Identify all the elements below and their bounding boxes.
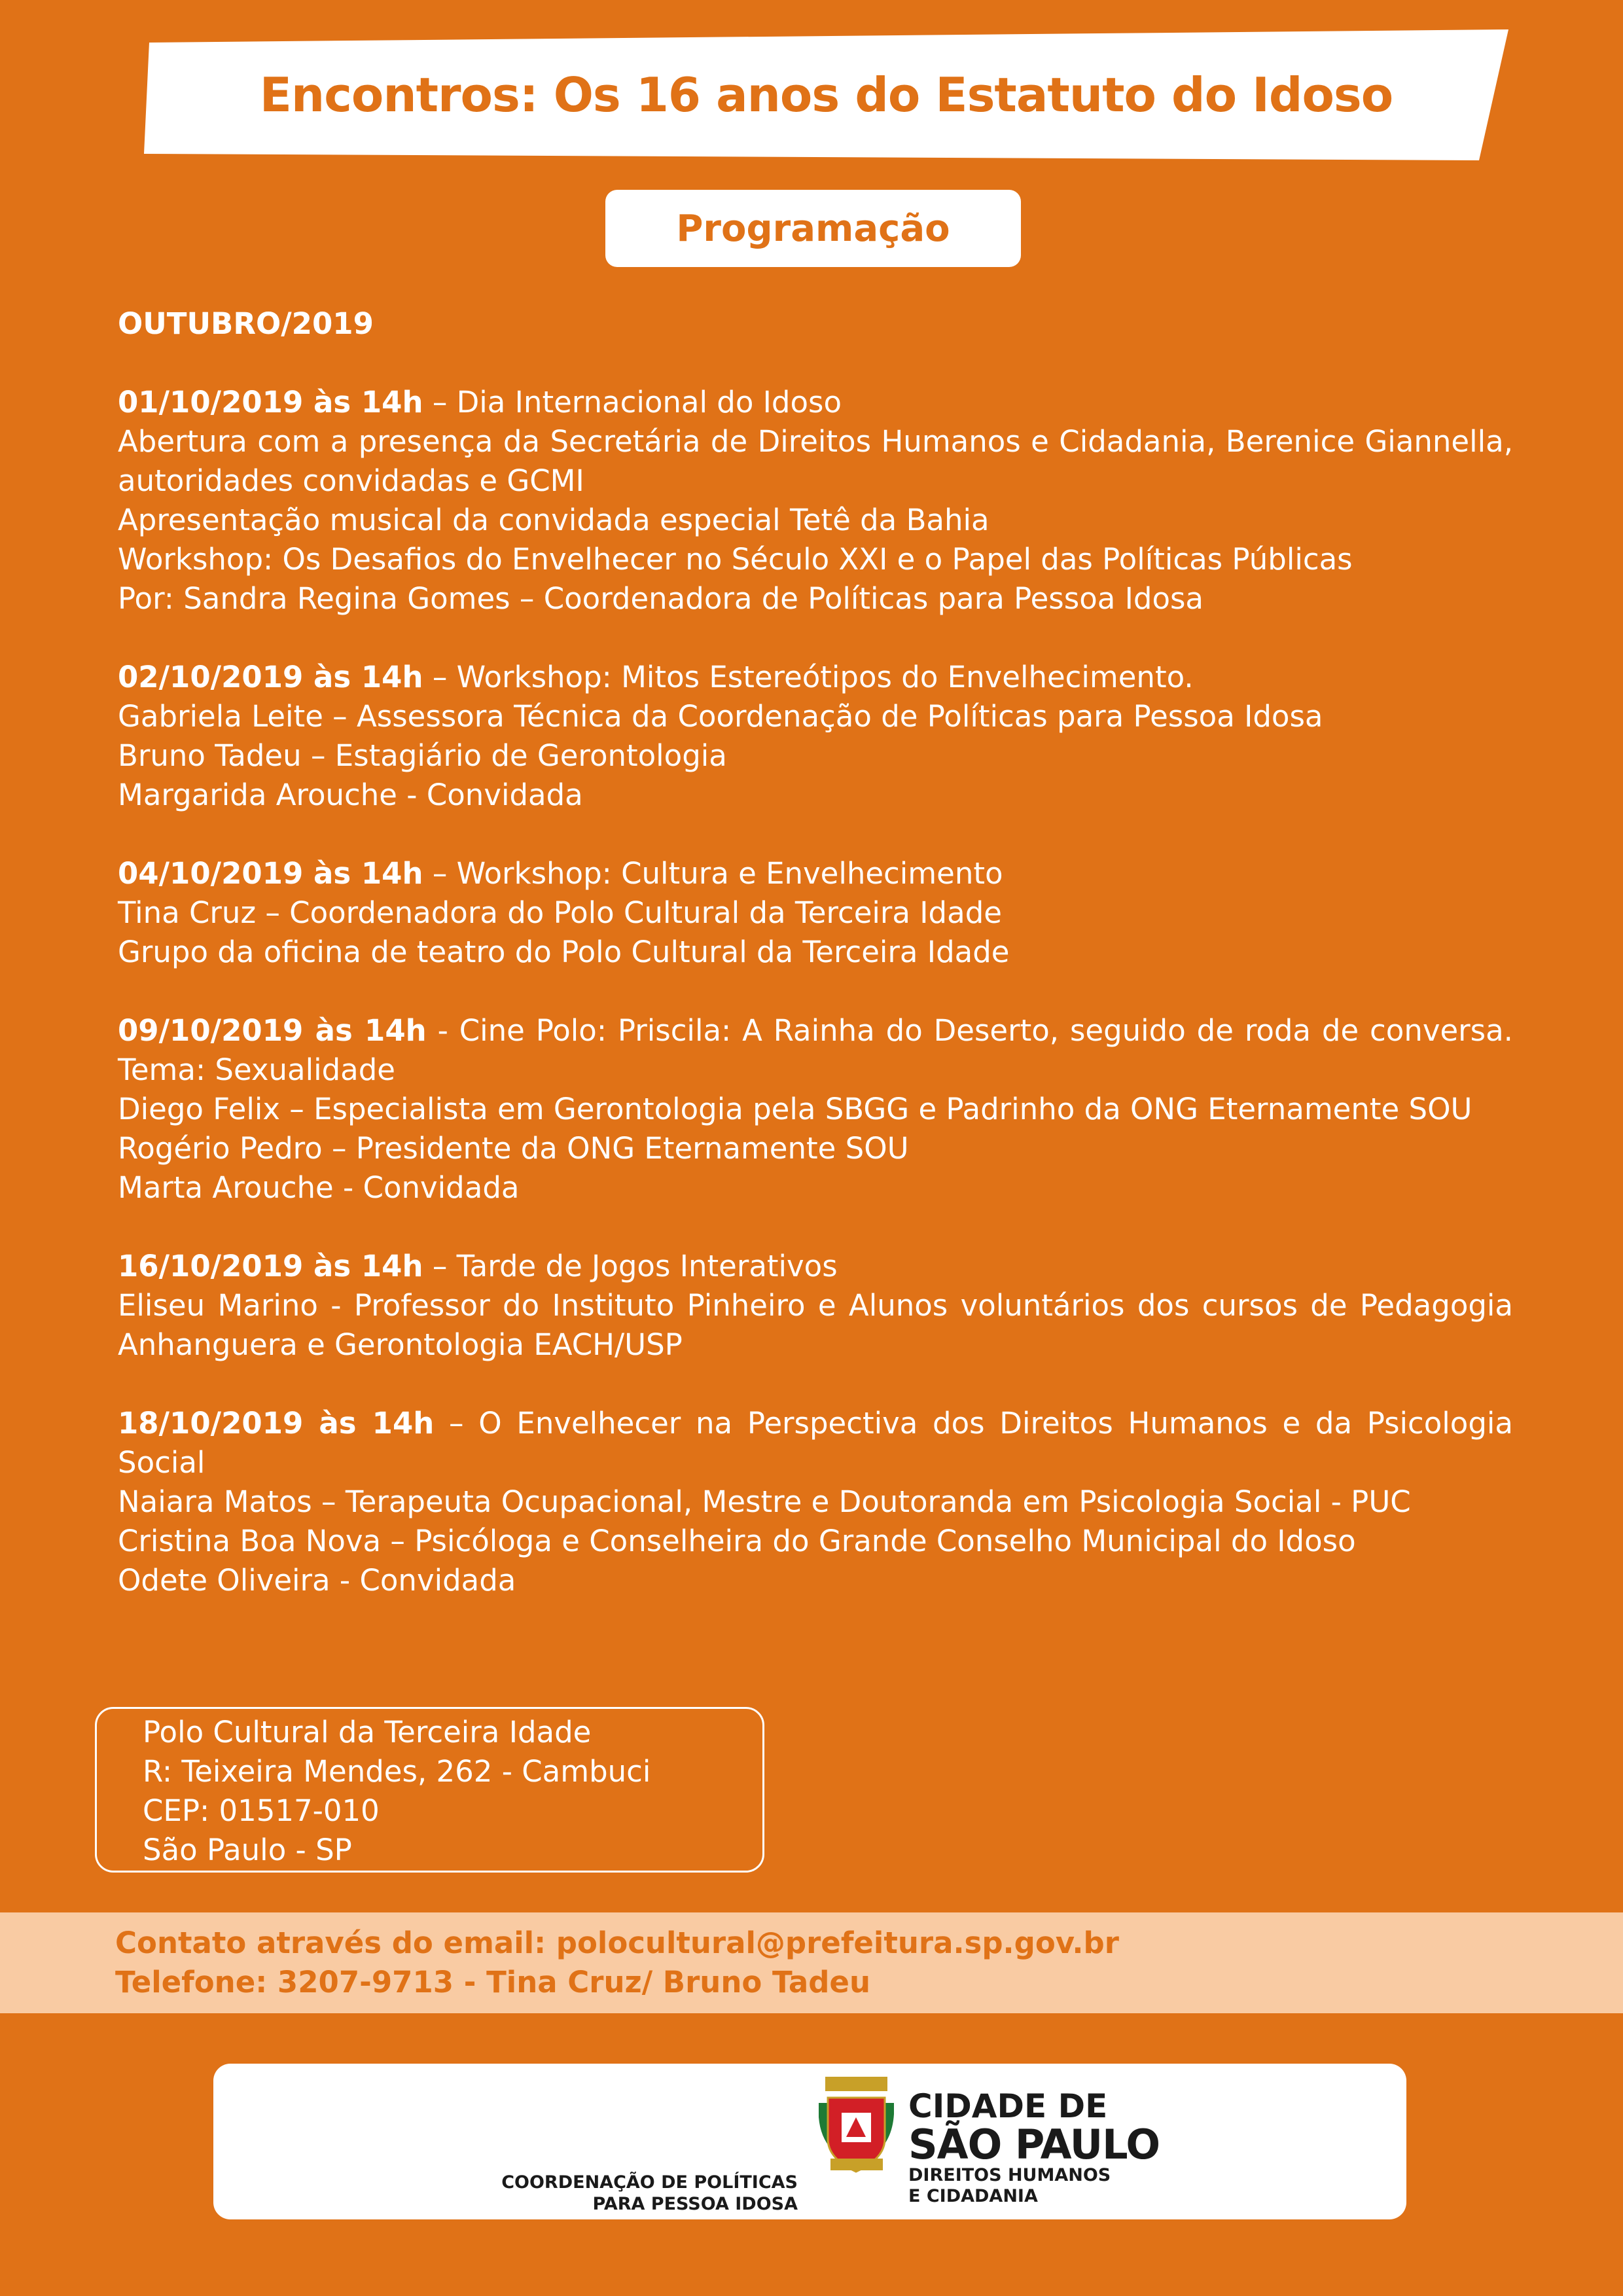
event-date: 16/10/2019 às 14h [118, 1249, 423, 1283]
address-line: Polo Cultural da Terceira Idade [143, 1715, 592, 1749]
event-item [118, 1404, 1513, 1600]
event-line: Odete Oliveira - Convidada [118, 1563, 516, 1598]
event-item [118, 658, 1513, 815]
city-line: SÃO PAULO [908, 2121, 1160, 2168]
event-line: Workshop: Os Desafios do Envelhecer no Século XXI e o Papel das Políticas Públicas [118, 542, 1353, 577]
event-line: Naiara Matos – Terapeuta Ocupacional, Mestre e Doutoranda em Psicologia Social - PUC [118, 1484, 1411, 1519]
event-line: Por: Sandra Regina Gomes – Coordenadora de Políticas para Pessoa Idosa [118, 581, 1204, 616]
coordination-line: COORDENAÇÃO DE POLÍTICAS [501, 2172, 798, 2193]
event-heading [118, 383, 1513, 422]
event-line: Eliseu Marino - Professor do Instituto Pinheiro e Alunos voluntários dos cursos de Pedagogia Anhanguera e Gerontologia EACH/USP [118, 1288, 1513, 1362]
event-line: Bruno Tadeu – Estagiário de Gerontologia [118, 738, 727, 773]
event-line: Margarida Arouche - Convidada [118, 778, 583, 812]
event-line: Tina Cruz – Coordenadora do Polo Cultural da Terceira Idade [118, 895, 1002, 930]
contact-email: Contato através do email: polocultural@prefeitura.sp.gov.br [115, 1926, 1119, 1960]
event-date: 01/10/2019 às 14h [118, 385, 423, 420]
event-date: 02/10/2019 às 14h [118, 660, 423, 694]
address-line: CEP: 01517-010 [143, 1793, 380, 1828]
event-date: 18/10/2019 às 14h [118, 1406, 435, 1441]
department-line: E CIDADANIA [908, 2186, 1038, 2206]
event-item [118, 854, 1513, 972]
contact-phone: Telefone: 3207-9713 - Tina Cruz/ Bruno Tadeu [115, 1965, 870, 2000]
city-logo-text [908, 2088, 1160, 2207]
event-title: – O Envelhecer na Perspectiva dos Direitos Humanos e da Psicologia Social [118, 1406, 1513, 1480]
event-title: – Workshop: Cultura e Envelhecimento [423, 856, 1003, 891]
event-line: Cristina Boa Nova – Psicóloga e Conselheira do Grande Conselho Municipal do Idoso [118, 1524, 1356, 1558]
event-title: – Tarde de Jogos Interativos [423, 1249, 838, 1283]
address-line: R: Teixeira Mendes, 262 - Cambuci [143, 1754, 651, 1789]
event-item [118, 1247, 1513, 1365]
city-line: CIDADE DE [908, 2087, 1108, 2125]
event-heading [118, 1247, 1513, 1286]
event-heading [118, 854, 1513, 893]
event-title: – Workshop: Mitos Estereótipos do Envelhecimento. [423, 660, 1194, 694]
page-title: Encontros: Os 16 anos do Estatuto do Idoso [259, 67, 1393, 122]
event-title: - Cine Polo: Priscila: A Rainha do Deserto, seguido de roda de conversa. Tema: Sexualidade [118, 1013, 1513, 1087]
event-line: Abertura com a presença da Secretária de Direitos Humanos e Cidadania, Berenice Giannella, autoridades convidadas e GCMI [118, 424, 1513, 498]
event-line: Diego Felix – Especialista em Gerontologia pela SBGG e Padrinho da ONG Eternamente SOU [118, 1092, 1472, 1126]
program-list [118, 304, 1513, 1640]
event-date: 09/10/2019 às 14h [118, 1013, 427, 1048]
event-item [118, 383, 1513, 619]
department-line: DIREITOS HUMANOS [908, 2165, 1111, 2185]
coordination-line: PARA PESSOA IDOSA [592, 2194, 798, 2214]
address-line: São Paulo - SP [143, 1833, 352, 1867]
title-banner [144, 29, 1508, 160]
event-item [118, 1011, 1513, 1208]
event-title: – Dia Internacional do Idoso [423, 385, 842, 420]
event-heading [118, 1404, 1513, 1482]
month-heading: OUTUBRO/2019 [118, 306, 374, 341]
event-heading [118, 1011, 1513, 1090]
event-line: Grupo da oficina de teatro do Polo Cultural da Terceira Idade [118, 935, 1010, 969]
event-line: Gabriela Leite – Assessora Técnica da Coordenação de Políticas para Pessoa Idosa [118, 699, 1323, 734]
event-date: 04/10/2019 às 14h [118, 856, 423, 891]
city-crest-icon [819, 2077, 894, 2181]
address-box [95, 1707, 764, 1873]
event-line: Marta Arouche - Convidada [118, 1170, 520, 1205]
coordination-label [501, 2172, 798, 2215]
footer-logo-card [213, 2064, 1406, 2219]
program-subtitle: Programação [605, 190, 1021, 267]
event-line: Rogério Pedro – Presidente da ONG Eternamente SOU [118, 1131, 909, 1166]
event-line: Apresentação musical da convidada especial Tetê da Bahia [118, 503, 990, 537]
contact-band [0, 1912, 1623, 2013]
event-heading [118, 658, 1513, 697]
